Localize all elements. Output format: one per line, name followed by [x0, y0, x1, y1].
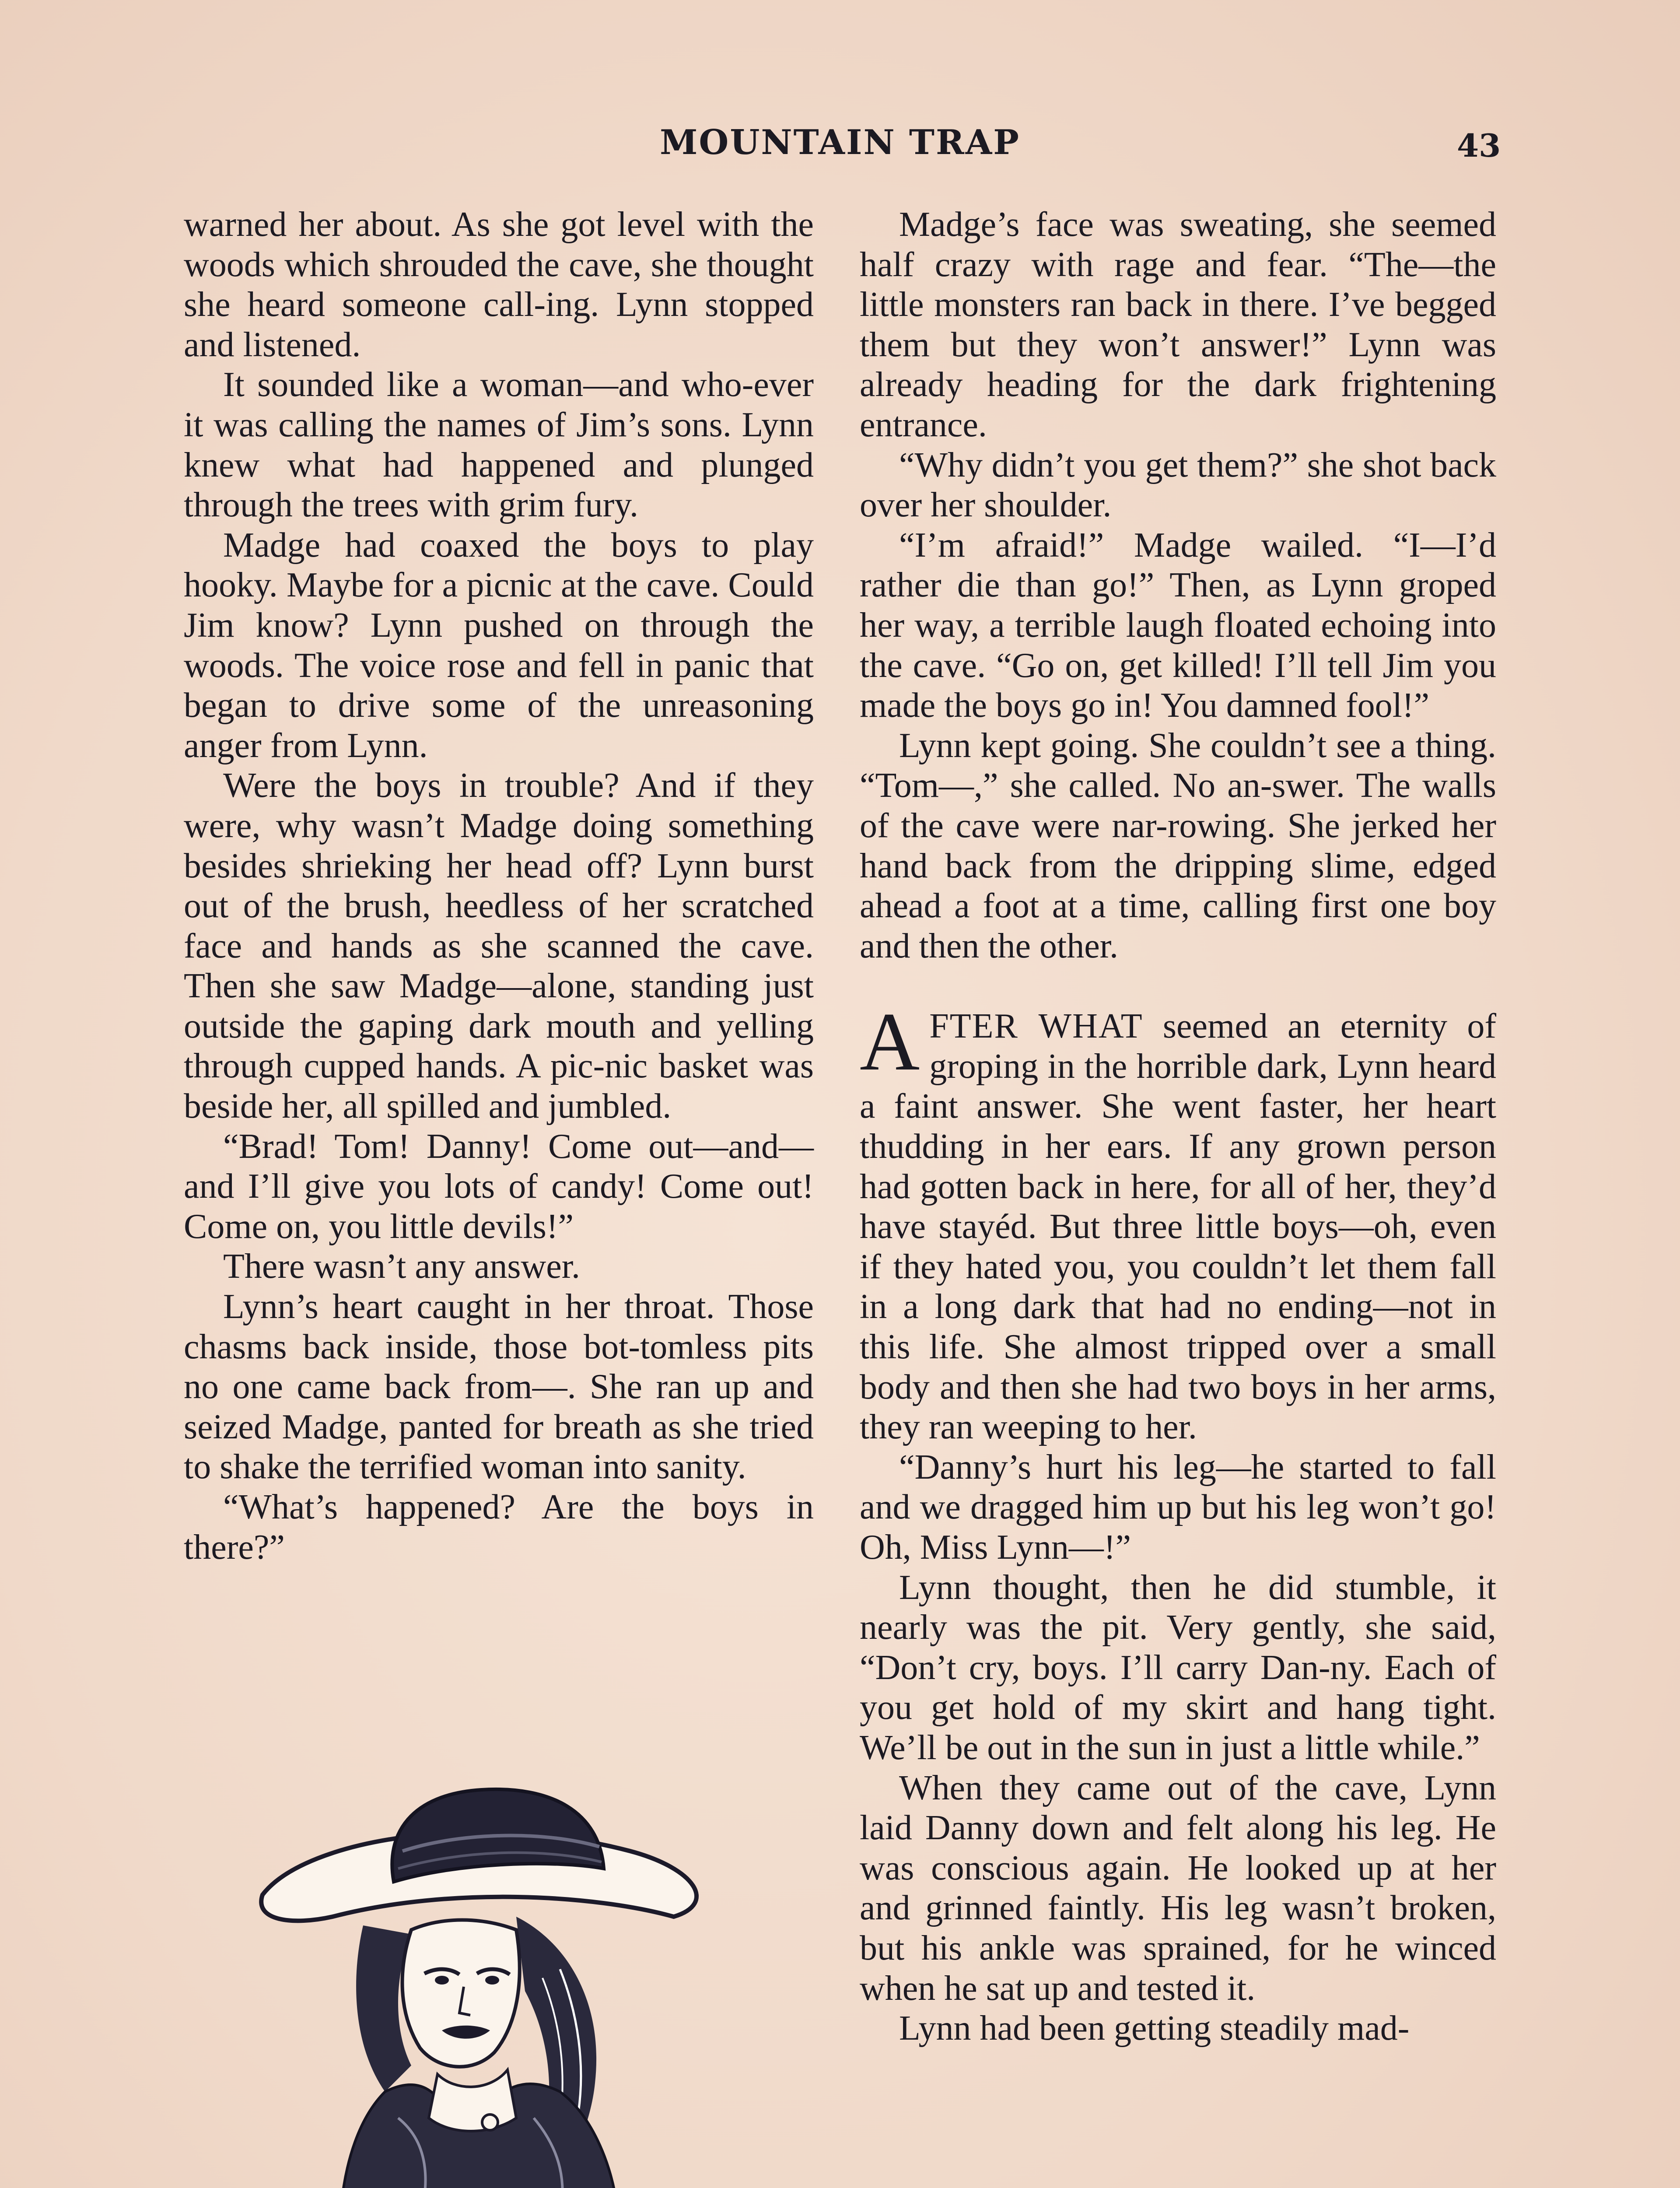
right-column — [860, 205, 1496, 2049]
paragraph: “What’s happened? Are the boys in there?” — [184, 1488, 814, 1567]
paragraph: Madge’s face was sweating, she seemed half crazy with rage and fear. “The—the little monsters ran back in there. I’ve begged them but they won’t answer!” Lynn was already heading for the dark frightening entrance. — [860, 205, 1496, 444]
paragraph: It sounded like a woman—and who-ever it was calling the names of Jim’s sons. Lynn knew what had happened and plunged through the trees with grim fury. — [184, 365, 814, 525]
paragraph: “Brad! Tom! Danny! Come out—and—and I’ll give you lots of candy! Come out! Come on, you little devils!” — [184, 1127, 814, 1246]
paragraph: Madge had coaxed the boys to play hooky. Maybe for a picnic at the cave. Could Jim know? Lynn pushed on through the woods. The voice rose and fell in panic that began to drive some of the unreasoning anger from Lynn. — [184, 526, 814, 765]
section-break-paragraph — [860, 996, 1496, 1448]
paragraph: “Danny’s hurt his leg—he started to fall and we dragged him up but his leg won’t go! Oh, Miss Lynn—!” — [860, 1448, 1496, 1567]
paragraph: “Why didn’t you get them?” she shot back over her shoulder. — [860, 445, 1496, 525]
paragraph: Lynn had been getting steadily mad- — [899, 2009, 1410, 2048]
woman-in-hat-illustration — [254, 1785, 735, 2188]
paragraph: “I’m afraid!” Madge wailed. “I—I’d rather die than go!” Then, as Lynn groped her way, a terrible laugh floated echoing into the cave. “Go on, get killed! I’ll tell Jim you made the boys go in! You damned fool!” — [860, 526, 1496, 725]
drop-cap: A — [860, 996, 920, 1088]
paragraph: Lynn thought, then he did stumble, it nearly was the pit. Very gently, she said, “Don’t cry, boys. I’ll carry Dan-ny. Each of you get hold of my skirt and hang tight. We’ll be out in the sun in just a little while.” — [860, 1568, 1496, 1767]
lead-in: FTER WHAT — [929, 1007, 1143, 1046]
paragraph: When they came out of the cave, Lynn laid Danny down and felt along his leg. He was conscious again. He looked up at her and grinned faintly. His leg wasn’t broken, but his ankle was sprained, for he winced when he sat up and tested it. — [860, 1768, 1496, 2008]
paragraph: Were the boys in trouble? And if they were, why wasn’t Madge doing something besides shrieking her head off? Lynn burst out of the brush, heedless of her scratched face and hands as she scanned the cave. Then she saw Madge—alone, standing just outside the gaping dark mouth and yelling through cupped hands. A pic-nic basket was beside her, all spilled and jumbled. — [184, 766, 814, 1126]
paragraph: Lynn’s heart caught in her throat. Those chasms back inside, those bot-tomless pits no one came back from—. She ran up and seized Madge, panted for breath as she tried to shake the terrified woman into sanity. — [184, 1287, 814, 1487]
paragraph: Lynn kept going. She couldn’t see a thing. “Tom—,” she called. No an-swer. The walls of the cave were nar-rowing. She jerked her hand back from the dripping slime, edged ahead a foot at a time, calling first one boy and then the other. — [860, 726, 1496, 965]
running-title: MOUNTAIN TRAP — [660, 123, 1020, 162]
section-text: seemed an eternity of groping in the horrible dark, Lynn heard a faint answer. She went faster, her heart thudding in her ears. If any grown person had gotten back in here, for all of her, they’d have stayéd. But three little boys—oh, even if they hated you, you couldn’t let them fall in a long dark that had no ending—not in this life. She almost tripped over a small body and then she had two boys in her arms, they ran weeping to her. — [860, 1007, 1496, 1447]
paragraph: warned her about. As she got level with the woods which shrouded the cave, she thought she heard someone call-ing. Lynn stopped and listened. — [184, 205, 814, 364]
page-number: 43 — [1457, 127, 1501, 164]
left-column — [184, 205, 814, 1567]
paragraph: There wasn’t any answer. — [223, 1247, 581, 1286]
